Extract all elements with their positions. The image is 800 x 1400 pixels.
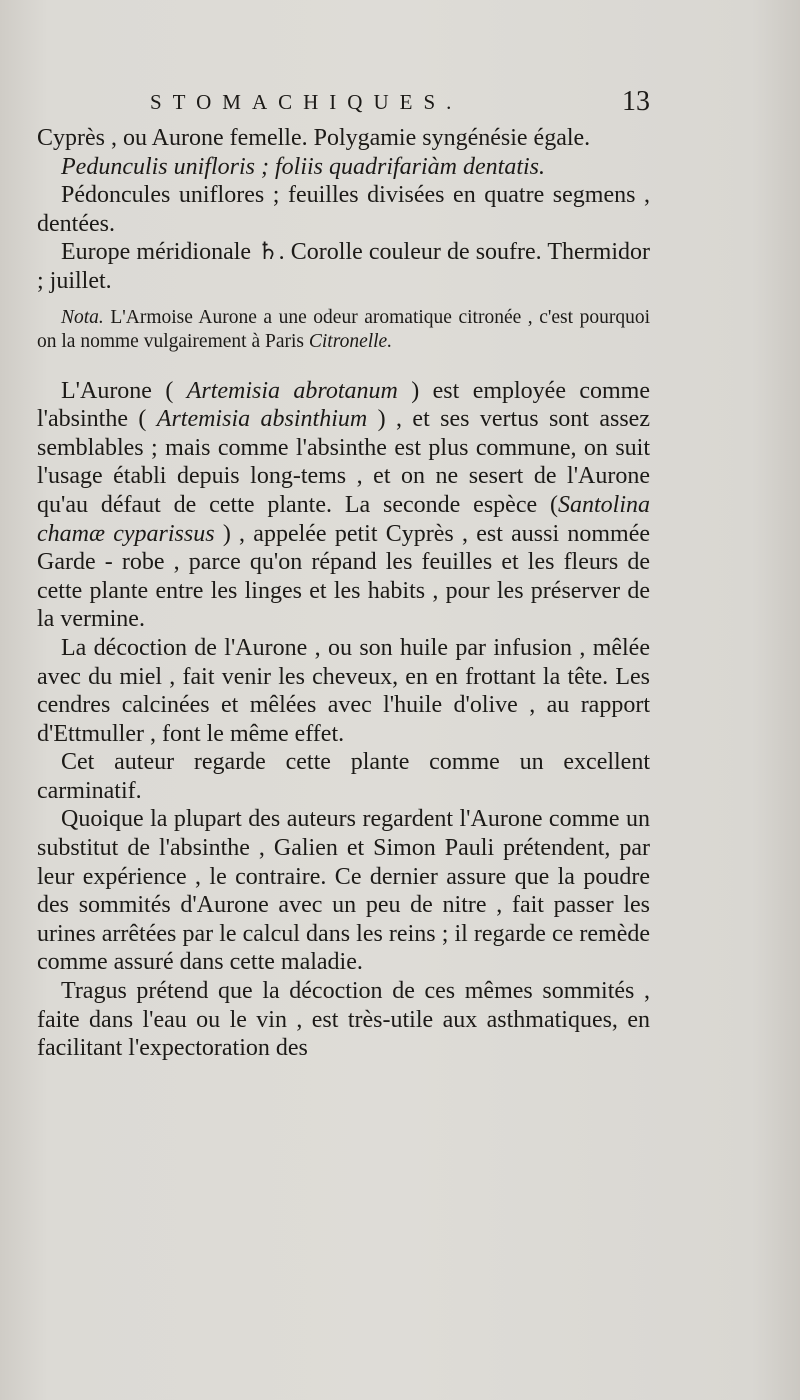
nota-paragraph [37, 306, 650, 355]
page-number: 13 [622, 86, 650, 117]
nota-citronelle: Citronelle. [308, 331, 393, 353]
paragraph-aurone-usage [37, 377, 650, 634]
text-run: ) , et ses vertus sont assez semblables ; mais comme l'absinthe est plus commune, on suit l'usage établi depuis long-tems , et on ne sesert de l'Aurone qu'au défaut de cette plante. La seconde espèce ( [37, 406, 650, 518]
text-run: ) , appelée petit Cyprès , est aussi nommée Garde - robe , parce qu'on répand les feuilles et les fleurs de cette plante entre les linges et les habits , pour les préserver de la vermine. [37, 520, 651, 633]
latin-name-abrotanum: Artemisia abrotanum [186, 377, 398, 404]
page-header [150, 86, 650, 122]
paragraph-french-description: Pédoncules uniflores ; feuilles divisées en quatre segmens , dentées. [37, 182, 650, 237]
paragraph-decoction: La décoction de l'Aurone , ou son huile par infusion , mêlée avec du miel , fait venir les cheveux, en en frottant la tête. Les cendres calcinées et mêlées avec l'huile d'olive , au rapport d'Ettmuller , font le même effet. [37, 634, 650, 747]
text-run: ) est employée comme l'absinthe ( [37, 377, 651, 433]
paragraph-tragus: Tragus prétend que la décoction de ces mêmes sommités , faite dans l'eau ou le vin , est très-utile aux asthmatiques, en facilitant l'expectoration des [37, 978, 650, 1062]
nota-label: Nota. [61, 306, 104, 328]
nota-body: L'Armoise Aurone a une odeur aromatique citronée , c'est pourquoi on la nomme vulgairement à Paris [37, 306, 650, 353]
body-text [37, 124, 650, 1063]
paragraph-latin-description: Pedunculis unifloris ; foliis quadrifariàm dentatis. [61, 153, 546, 180]
paragraph-cypres: Cyprès , ou Aurone femelle. Polygamie syngénésie égale. [37, 125, 591, 151]
paragraph-galien: Quoique la plupart des auteurs regardent l'Aurone comme un substitut de l'absinthe , Galien et Simon Pauli prétendent, par leur expérience , le contraire. Ce dernier assure que la poudre des sommités d'Aurone avec un peu de nitre , fait passer les urines arrêtées par le calcul dans les reins ; il regarde ce remède comme assuré dans cette maladie. [37, 806, 650, 976]
latin-name-santolina: Santolina chamæ cyparissus [37, 491, 650, 547]
paragraph-carminatif: Cet auteur regarde cette plante comme un excellent carminatif. [37, 749, 650, 804]
paragraph-habitat: Europe méridionale ♄. Corolle couleur de soufre. Thermidor ; juillet. [37, 239, 650, 294]
running-head: STOMACHIQUES. [150, 90, 463, 114]
latin-name-absinthium: Artemisia absinthium [156, 406, 368, 433]
text-run: L'Aurone ( [61, 377, 187, 404]
